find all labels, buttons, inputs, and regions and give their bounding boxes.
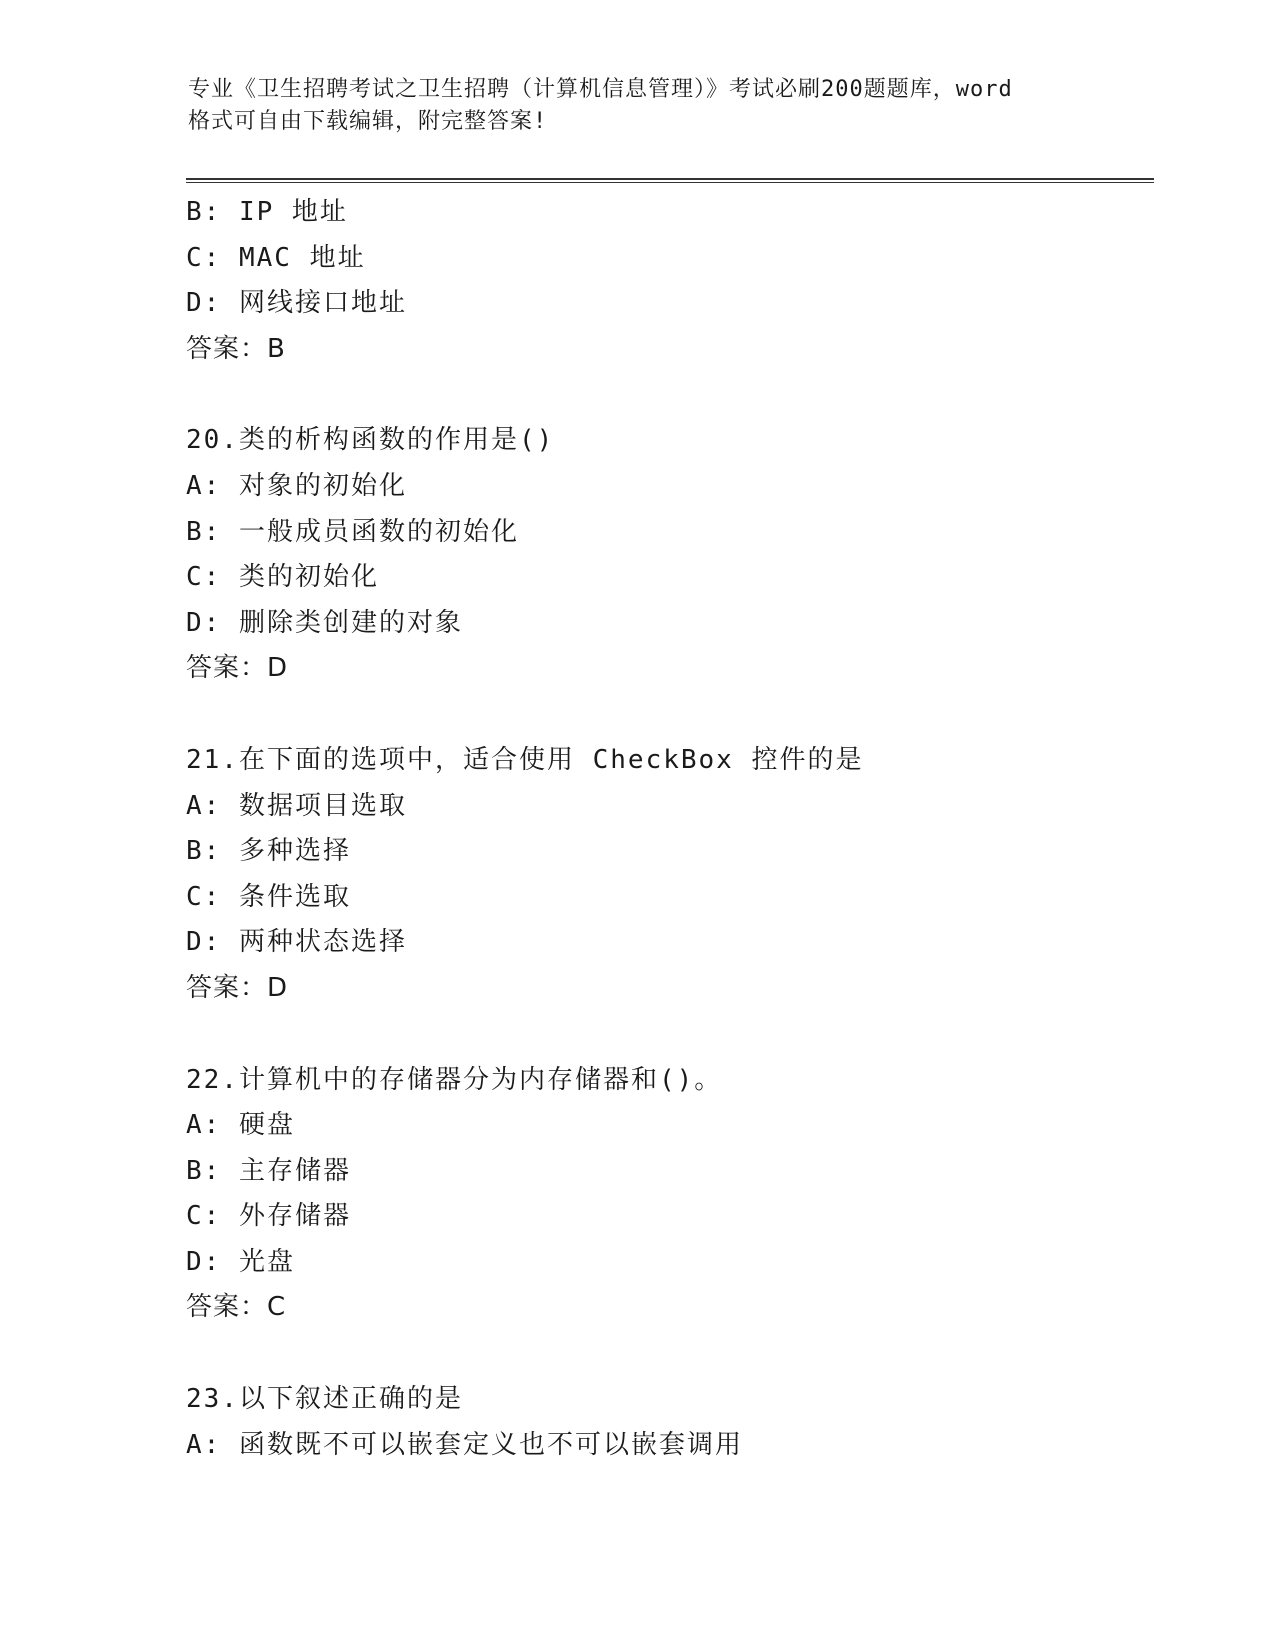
option-a: A: 硬盘 (186, 1110, 295, 1141)
answer-text: 答案：D (186, 653, 289, 684)
option-a: A: 对象的初始化 (186, 470, 407, 501)
option-c: C: 类的初始化 (186, 562, 379, 593)
question-stem: 20.类的析构函数的作用是() (186, 425, 555, 456)
spacer (186, 1331, 1154, 1377)
question-22 (186, 1058, 1154, 1332)
answer-text: 答案：C (186, 1292, 287, 1323)
spacer (186, 692, 1154, 738)
document-title-line-1: 专业《卫生招聘考试之卫生招聘（计算机信息管理）》考试必刷200题题库，word (188, 77, 1013, 102)
option-b: B: 主存储器 (186, 1155, 351, 1186)
answer-text: 答案：B (186, 333, 286, 364)
spacer (186, 1012, 1154, 1058)
question-stem: 22.计算机中的存储器分为内存储器和()。 (186, 1064, 723, 1095)
option-d: D: 两种状态选择 (186, 927, 407, 958)
question-20 (186, 418, 1154, 692)
option-d: D: 网线接口地址 (186, 288, 407, 319)
option-b: B: 多种选择 (186, 836, 351, 867)
option-b: B: 一般成员函数的初始化 (186, 516, 519, 547)
option-d: D: 删除类创建的对象 (186, 607, 463, 638)
question-23 (186, 1377, 1154, 1468)
question-stem: 21.在下面的选项中，适合使用 CheckBox 控件的是 (186, 744, 864, 775)
option-c: C: 外存储器 (186, 1201, 351, 1232)
question-19-partial (186, 190, 1154, 372)
option-c: C: 条件选取 (186, 881, 351, 912)
header-divider (186, 178, 1154, 183)
document-title-line-2: 格式可自由下载编辑，附完整答案! (188, 109, 548, 134)
question-stem: 23.以下叙述正确的是 (186, 1384, 463, 1415)
option-a: A: 数据项目选取 (186, 790, 407, 821)
option-d: D: 光盘 (186, 1246, 295, 1277)
question-list (186, 190, 1154, 1468)
page-header (188, 74, 1088, 138)
option-b: B: IP 地址 (186, 197, 348, 227)
option-a: A: 函数既不可以嵌套定义也不可以嵌套调用 (186, 1429, 743, 1460)
spacer (186, 372, 1154, 418)
option-c: C: MAC 地址 (186, 242, 366, 273)
answer-text: 答案：D (186, 972, 289, 1003)
question-21 (186, 738, 1154, 1012)
